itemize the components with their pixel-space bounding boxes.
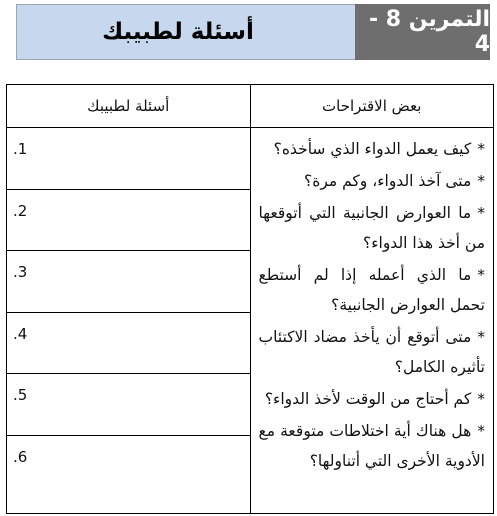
suggestion-text: كم أحتاج من الوقت لأخذ الدواء؟ <box>264 390 472 408</box>
question-slot-5[interactable] <box>7 374 250 436</box>
question-slot-1[interactable] <box>7 128 250 190</box>
suggestions-column-header: بعض الاقتراحات <box>250 85 494 128</box>
question-number: 3. <box>13 263 28 281</box>
bullet-star: * <box>477 266 485 284</box>
suggestion-item <box>259 198 486 258</box>
suggestion-text: متى أتوقع أن يأخذ مضاد الاكتئاب تأثيره الكامل؟ <box>258 328 485 376</box>
suggestion-text: كيف يعمل الدواء الذي سأخذه؟ <box>273 140 472 158</box>
exercise-header <box>16 4 490 60</box>
suggestion-item <box>259 322 486 382</box>
question-slot-2[interactable] <box>7 190 250 252</box>
bullet-star: * <box>477 204 485 222</box>
question-number: 5. <box>13 386 28 404</box>
exercise-tag: التمرين 8 - 4 <box>355 4 490 60</box>
question-number: 6. <box>13 447 28 466</box>
suggestion-text: ما العوارض الجانبية التي أتوقعها من أخذ هذا الدواء؟ <box>258 204 485 252</box>
suggestion-text: متى آخذ الدواء، وكم مرة؟ <box>303 172 472 190</box>
question-slot-6[interactable] <box>7 436 250 498</box>
suggestion-item <box>259 260 486 320</box>
page-title: أسئلة لطبيبك <box>102 19 254 45</box>
question-number: 1. <box>13 140 28 158</box>
question-slot-3[interactable] <box>7 251 250 313</box>
suggestion-text: ما الذي أعمله إذا لم أستطع تحمل العوارض الجانبية؟ <box>258 266 485 314</box>
bullet-star: * <box>477 390 485 408</box>
suggestion-text: هل هناك أية اختلاطات متوقعة مع الأدوية الأخرى التي أتناولها؟ <box>258 422 485 470</box>
suggestion-item <box>259 166 486 196</box>
suggestions-cell <box>250 128 494 514</box>
suggestion-item <box>259 416 486 476</box>
suggestion-item <box>259 134 486 164</box>
bullet-star: * <box>477 172 485 190</box>
bullet-star: * <box>477 140 485 158</box>
questions-cell <box>7 128 251 514</box>
bullet-star: * <box>477 328 485 346</box>
question-number: 2. <box>13 201 28 220</box>
question-slot-4[interactable] <box>7 313 250 375</box>
suggestion-item <box>259 384 486 414</box>
question-number: 4. <box>13 324 28 343</box>
questions-table <box>6 84 494 514</box>
bullet-star: * <box>477 422 485 440</box>
questions-column-header: أسئلة لطبيبك <box>7 85 251 128</box>
